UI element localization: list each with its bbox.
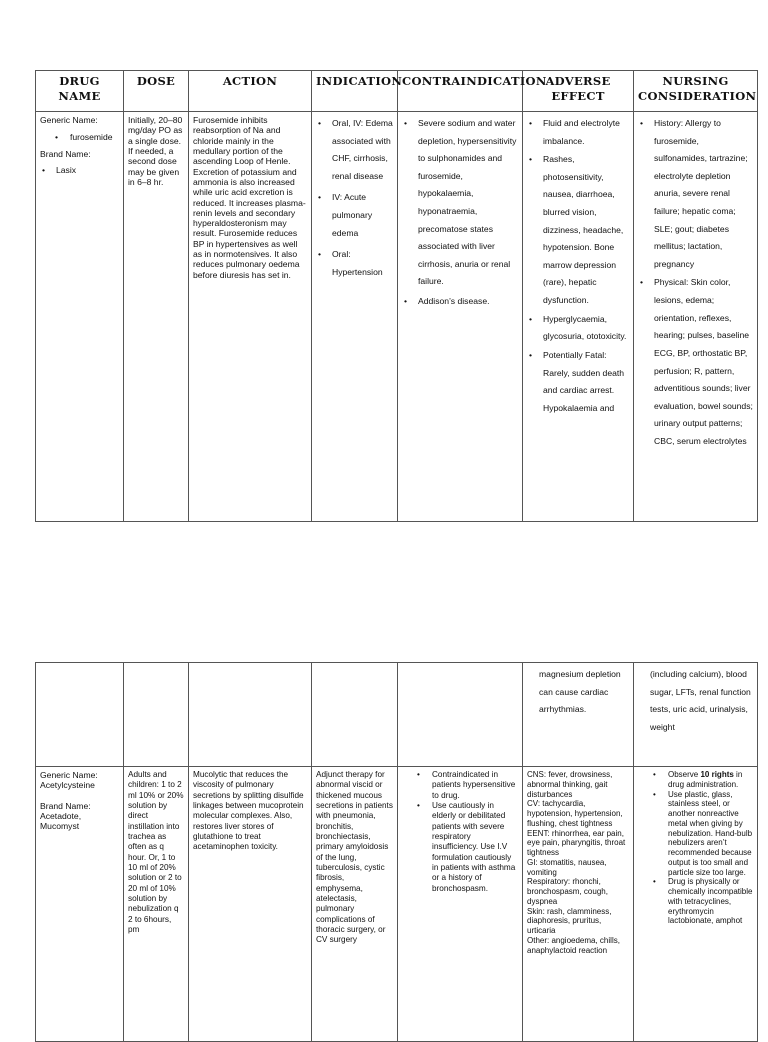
adverse-eent: EENT: rhinorrhea, ear pain, eye pain, pharyngitis, throat tightness (527, 828, 626, 857)
list-item: • Severe sodium and water depletion, hypersensitivity to sulphonamides and furosemide, hypokalaemia, hyponatraemia, precomatose states associated with liver cirrhosis, anuria or renal failure. (402, 115, 518, 291)
list-item: • Use cautiously in elderly or debilitated patients with severe respiratory insufficiency. Use I.V formulation cautiously in patients with asthma or a history of bronchospasm. (402, 801, 518, 894)
list-item (638, 770, 753, 790)
nursing-list (638, 115, 753, 451)
table-row (36, 767, 758, 1042)
generic-name-list (40, 129, 119, 146)
drug-name-cell (36, 112, 124, 522)
continuation-row (36, 663, 758, 767)
dose-cell: Adults and children: 1 to 2 ml 10% or 20% solution by direct instillation into trachea as often as q hour. Or, 1 to 10 ml of 20% solution or 2 to 20 ml of 10% solution by nebulization q 2 to 6hours, pm (124, 767, 189, 1042)
nursing-observe: Observe (668, 770, 699, 779)
nursing-consideration-cell (634, 767, 758, 1042)
indication-cell (312, 112, 398, 522)
action-cell: Mucolytic that reduces the viscosity of pulmonary secretions by splitting disulfide linkages between mucoprotein molecular complexes. Also, restores liver stores of glutathione to treat acetaminophen toxicity. (189, 767, 312, 1042)
adverse-effect-cell (523, 767, 634, 1042)
empty-cell (312, 663, 398, 767)
adverse-effect-continued: magnesium depletion can cause cardiac arrhythmias. (523, 663, 634, 767)
header-indication: INDICATION (312, 71, 398, 112)
list-item: • Hyperglycaemia, glycosuria, ototoxicity. (527, 311, 629, 346)
header-nursing-consideration: NURSING CONSIDERATION (634, 71, 758, 112)
empty-cell (124, 663, 189, 767)
list-item: • Drug is physically or chemically incompatible with tetracyclines, erythromycin lactobionate, amphot (638, 877, 753, 926)
list-item: • Oral, IV: Edema associated with CHF, cirrhosis, renal disease (316, 115, 393, 185)
header-drug-name: DRUG NAME (36, 71, 124, 112)
nursing-list (638, 770, 753, 926)
brand-name: • Lasix (40, 165, 119, 175)
generic-name: • furosemide (40, 129, 119, 146)
dose-cell: Initially, 20–80 mg/day PO as a single dose. If needed, a second dose may be given in 6–8 hr. (124, 112, 189, 522)
list-item: • Potentially Fatal: Rarely, sudden death and cardiac arrest. Hypokalaemia and (527, 347, 629, 417)
adverse-effect-list (527, 115, 629, 417)
brand-name-label: Brand Name: (40, 800, 91, 811)
adverse-respiratory: Respiratory: rhonchi, bronchospasm, cough, dyspnea (527, 877, 608, 906)
drug-table-furosemide (35, 70, 758, 522)
table-row (36, 112, 758, 522)
list-item: • History: Allergy to furosemide, sulfonamides, tartrazine; electrolyte depletion anuria, severe renal failure; hepatic coma; SLE; gout; diabetes mellitus; lactation, pregnancy (638, 115, 753, 273)
empty-cell (189, 663, 312, 767)
list-item: • Addison’s disease. (402, 293, 518, 311)
header-action: ACTION (189, 71, 312, 112)
header-contraindication: CONTRAINDICATION (398, 71, 523, 112)
list-item: • Fluid and electrolyte imbalance. (527, 115, 629, 150)
action-cell: Furosemide inhibits reabsorption of Na and chloride mainly in the medullary portion of the ascending Loop of Henle. Excretion of potassium and ammonia is also increased while uric acid excretion is reduced. It increases plasma-renin levels and secondary hyperaldosteronism may result. Furosemide reduces BP in hypertensives as well as in normotensives. It also reduces pulmonary oedema before diuresis has set in. (189, 112, 312, 522)
contraindication-cell (398, 112, 523, 522)
adverse-other: Other: angioedema, chills, anaphylactoid reaction (527, 935, 620, 955)
header-adverse-effect: ADVERSE EFFECT (523, 71, 634, 112)
generic-name: Acetylcysteine (40, 780, 95, 791)
brand-name: Acetadote, (40, 810, 82, 821)
brand-name-list (40, 165, 119, 175)
adverse-cns: CNS: fever, drowsiness, abnormal thinking, gait disturbances (527, 770, 613, 799)
nursing-ten-rights: 10 rights (700, 770, 734, 779)
list-item: • Physical: Skin color, lesions, edema; orientation, reflexes, hearing; pulses, baseline ECG, BP, orthostatic BP, perfusion; R, pattern, adventitious sounds; liver evaluation, bowel sounds; urinary output patterns; CBC, serum electrolytes (638, 274, 753, 450)
adverse-skin: Skin: rash, clamminess, diaphoresis, pruritus, urticaria (527, 906, 612, 935)
empty-cell (398, 663, 523, 767)
list-item: • Oral: Hypertension (316, 246, 393, 281)
list-item: • Rashes, photosensitivity, nausea, diarrhoea, blurred vision, dizziness, headache, hypotension. Bone marrow depression (rare), hepatic dysfunction. (527, 151, 629, 309)
indication-list (316, 115, 393, 281)
contraindication-list (402, 115, 518, 311)
list-item: • IV: Acute pulmonary edema (316, 189, 393, 242)
table-header-row (36, 71, 758, 112)
list-item: • Contraindicated in patients hypersensitive to drug. (402, 770, 518, 801)
contraindication-list (402, 770, 518, 894)
empty-cell (36, 663, 124, 767)
contraindication-cell (398, 767, 523, 1042)
brand-name: Mucomyst (40, 821, 80, 832)
generic-name-label: Generic Name: (40, 115, 98, 125)
nursing-continued: (including calcium), blood sugar, LFTs, renal function tests, uric acid, urinalysis, weight (634, 663, 758, 767)
nursing-drug-admin: in drug administration. (668, 770, 743, 789)
adverse-gi: GI: stomatitis, nausea, vomiting (527, 857, 607, 877)
brand-name-label: Brand Name: (40, 148, 91, 159)
drug-table-continued (35, 662, 758, 1042)
indication-cell: Adjunct therapy for abnormal viscid or thickened mucous secretions in patients with pneumonia, bronchitis, bronchiectasis, primary amyloidosis of the lung, tuberculosis, cystic fibrosis, emphysema, atelectasis, pulmonary complications of thoracic surgery, or CV surgery (312, 767, 398, 1042)
generic-name-label: Generic Name: (40, 770, 98, 780)
list-item: • Use plastic, glass, stainless steel, or another nonreactive metal when giving by nebulization. Hand-bulb nebulizers aren’t recommended because output is too small and particle size too large. (638, 790, 753, 878)
header-dose: DOSE (124, 71, 189, 112)
nursing-consideration-cell (634, 112, 758, 522)
adverse-cv: CV: tachycardia, hypotension, hypertension, flushing, chest tightness (527, 799, 623, 828)
drug-name-cell (36, 767, 124, 1042)
adverse-effect-cell (523, 112, 634, 522)
